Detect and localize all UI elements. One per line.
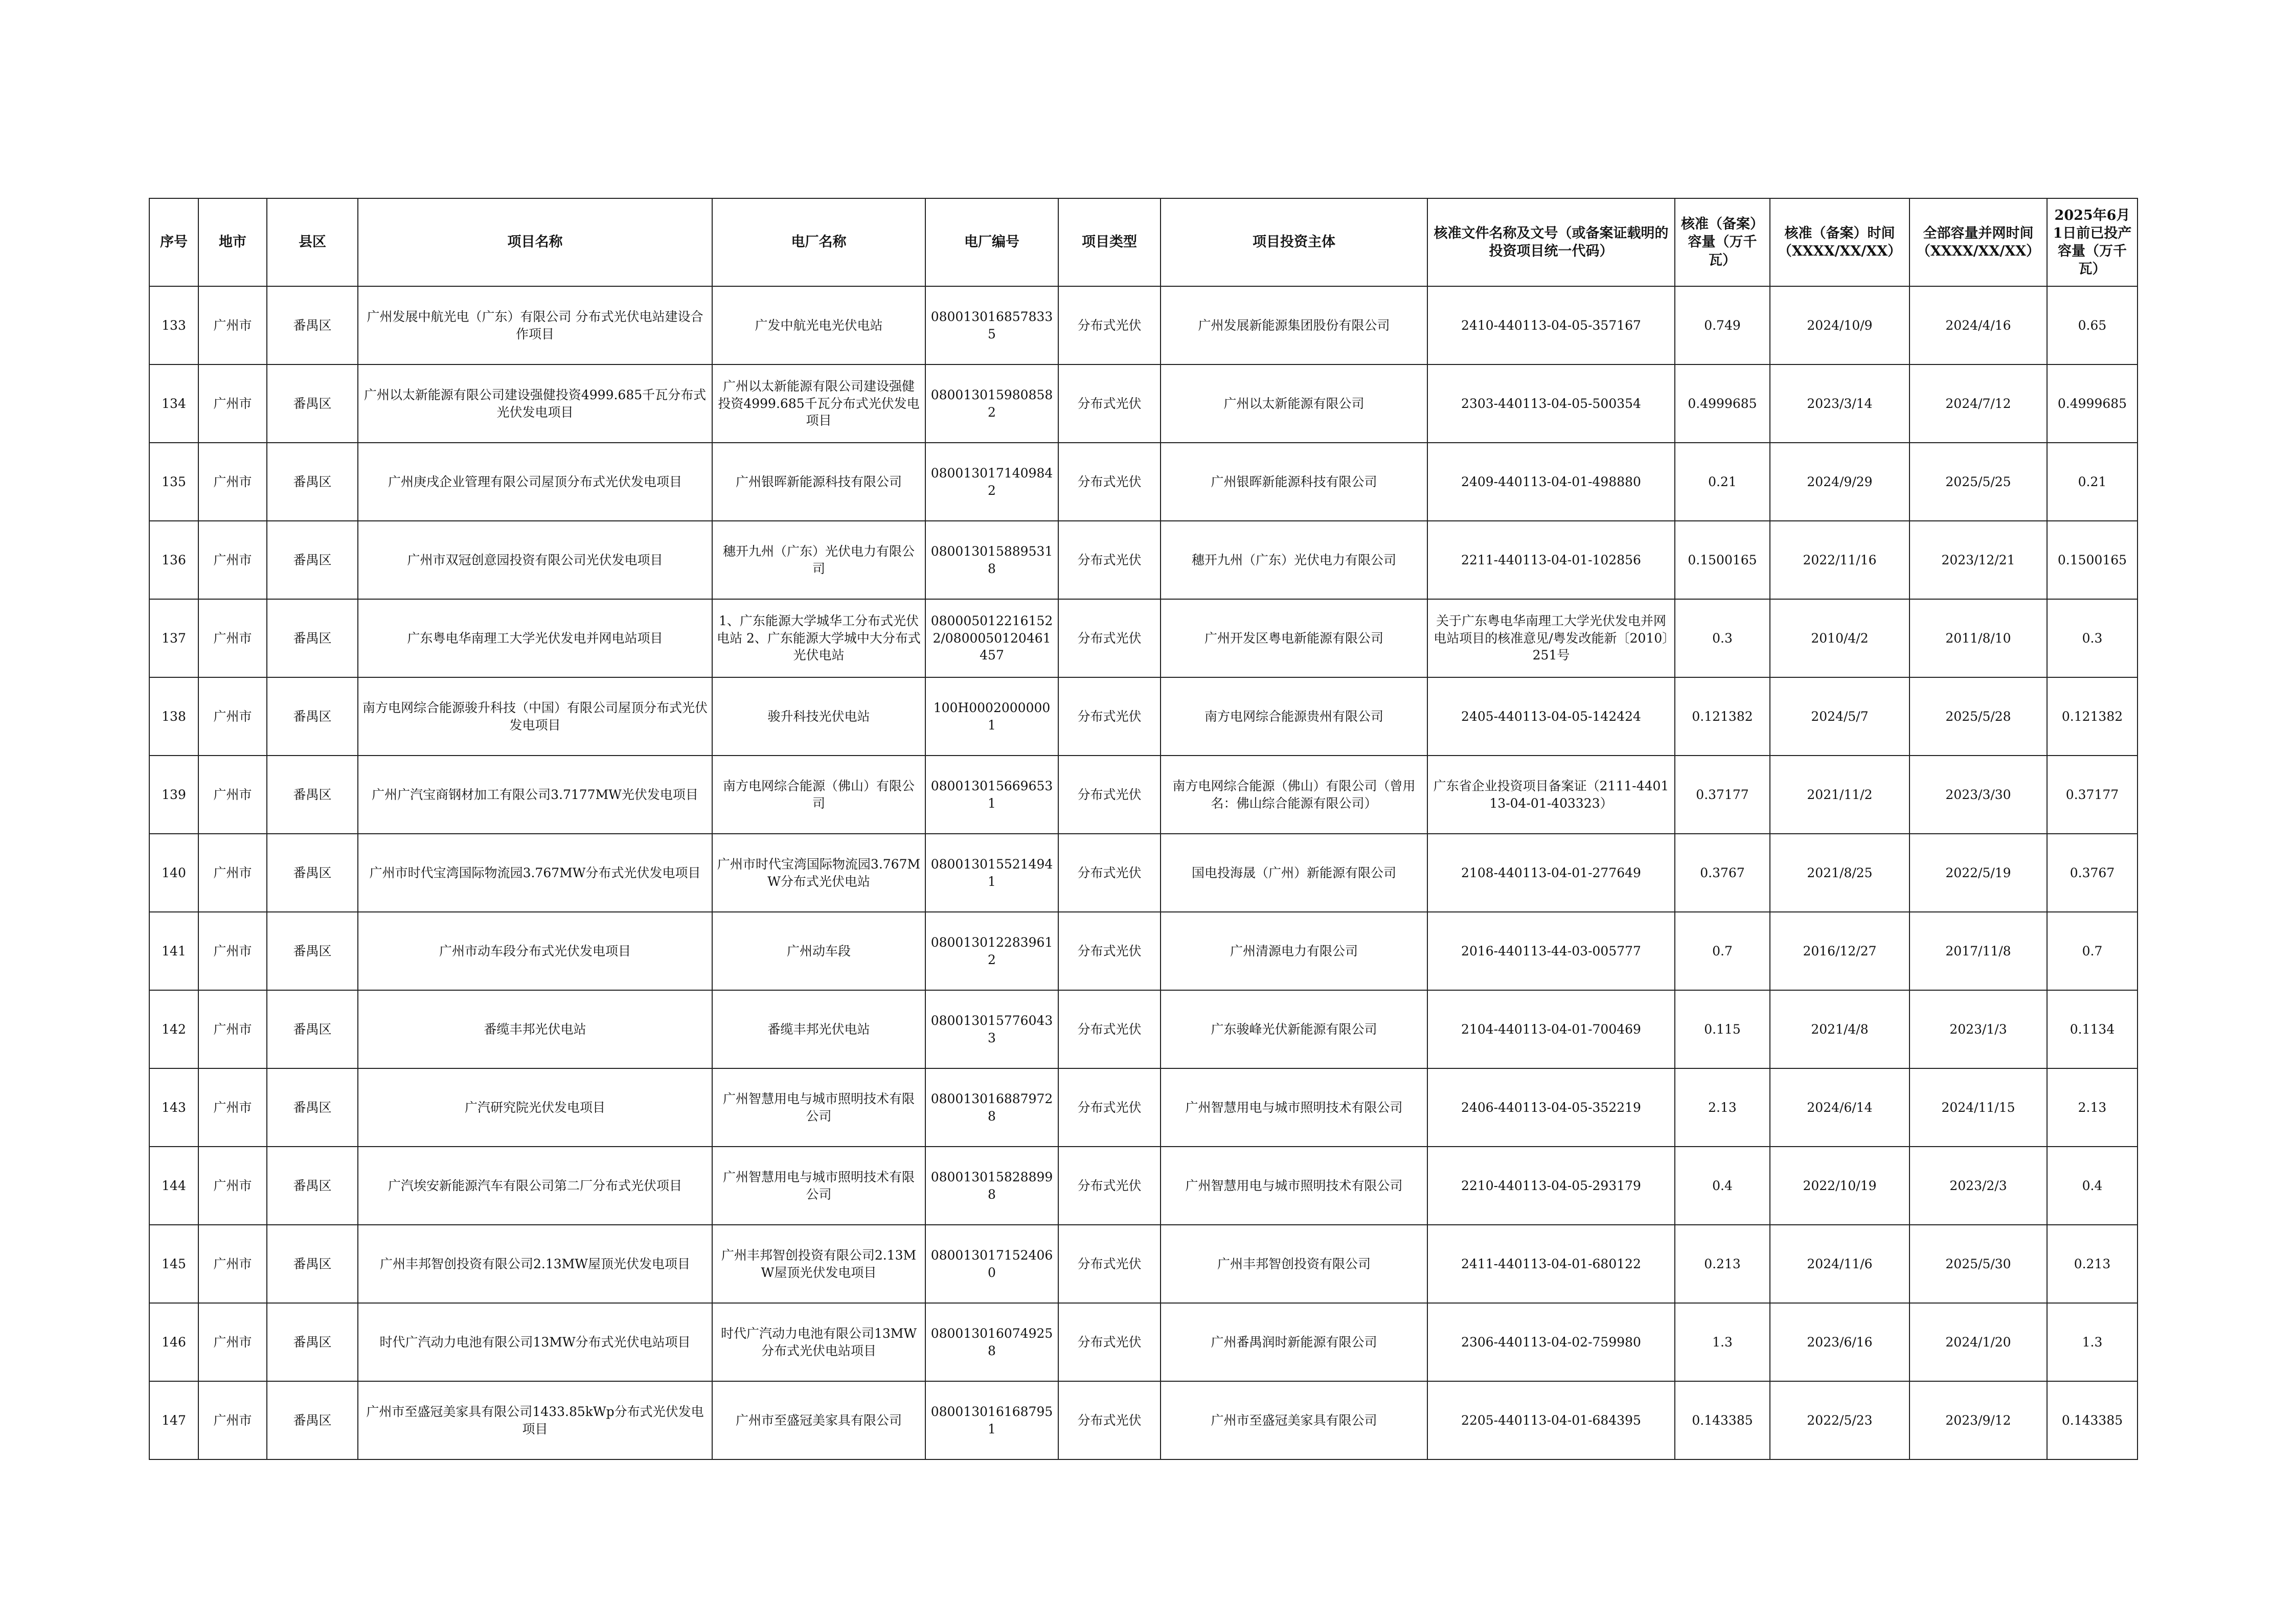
cell-plant-name: 广州银晖新能源科技有限公司: [712, 443, 925, 521]
cell-operating-capacity: 2.13: [2047, 1068, 2138, 1147]
cell-approval-document: 关于广东粤电华南理工大学光伏发电并网电站项目的核准意见/粤发改能新〔2010〕251号: [1427, 599, 1675, 677]
cell-project-type: 分布式光伏: [1058, 677, 1161, 756]
cell-investor: 广州开发区粤电新能源有限公司: [1161, 599, 1427, 677]
table-row: [149, 286, 2138, 364]
cell-approval-date: 2021/11/2: [1770, 756, 1909, 834]
table-row: [149, 677, 2138, 756]
cell-city: 广州市: [198, 912, 267, 990]
cell-investor: 广州番禺润时新能源有限公司: [1161, 1303, 1427, 1381]
cell-approval-document: 广东省企业投资项目备案证（2111-440113-04-01-403323）: [1427, 756, 1675, 834]
cell-approval-date: 2024/9/29: [1770, 443, 1909, 521]
cell-project-name: 广东粤电华南理工大学光伏发电并网电站项目: [358, 599, 712, 677]
cell-project-type: 分布式光伏: [1058, 1068, 1161, 1147]
cell-city: 广州市: [198, 599, 267, 677]
cell-operating-capacity: 0.21: [2047, 443, 2138, 521]
cell-project-type: 分布式光伏: [1058, 443, 1161, 521]
cell-index: 140: [149, 834, 198, 912]
cell-approval-document: 2104-440113-04-01-700469: [1427, 990, 1675, 1068]
cell-project-type: 分布式光伏: [1058, 912, 1161, 990]
cell-plant-name: 广州动车段: [712, 912, 925, 990]
cell-index: 145: [149, 1225, 198, 1303]
cell-district: 番禺区: [267, 756, 358, 834]
cell-plant-name: 穗开九州（广东）光伏电力有限公司: [712, 521, 925, 599]
cell-index: 144: [149, 1147, 198, 1225]
cell-investor: 广州发展新能源集团股份有限公司: [1161, 286, 1427, 364]
header-index: 序号: [149, 198, 198, 286]
cell-project-name: 广州市双冠创意园投资有限公司光伏发电项目: [358, 521, 712, 599]
cell-project-type: 分布式光伏: [1058, 364, 1161, 443]
table-body: [149, 286, 2138, 1459]
cell-project-type: 分布式光伏: [1058, 521, 1161, 599]
cell-plant-id: 0800130168879728: [925, 1068, 1058, 1147]
cell-operating-capacity: 0.3767: [2047, 834, 2138, 912]
cell-grid-connection-date: 2024/7/12: [1909, 364, 2047, 443]
cell-investor: 广州丰邦智创投资有限公司: [1161, 1225, 1427, 1303]
cell-grid-connection-date: 2024/1/20: [1909, 1303, 2047, 1381]
cell-city: 广州市: [198, 521, 267, 599]
cell-city: 广州市: [198, 443, 267, 521]
cell-approved-capacity: 0.749: [1675, 286, 1770, 364]
cell-project-type: 分布式光伏: [1058, 990, 1161, 1068]
table-row: [149, 364, 2138, 443]
cell-plant-name: 广州市时代宝湾国际物流园3.767MW分布式光伏电站: [712, 834, 925, 912]
cell-plant-name: 时代广汽动力电池有限公司13MW分布式光伏电站项目: [712, 1303, 925, 1381]
cell-plant-id: 0800050122161522/0800050120461457: [925, 599, 1058, 677]
cell-plant-id: 0800130168578335: [925, 286, 1058, 364]
cell-approval-date: 2022/5/23: [1770, 1381, 1909, 1459]
cell-grid-connection-date: 2022/5/19: [1909, 834, 2047, 912]
cell-approved-capacity: 0.1500165: [1675, 521, 1770, 599]
cell-index: 146: [149, 1303, 198, 1381]
cell-index: 137: [149, 599, 198, 677]
cell-approval-document: 2406-440113-04-05-352219: [1427, 1068, 1675, 1147]
cell-index: 138: [149, 677, 198, 756]
cell-investor: 南方电网综合能源贵州有限公司: [1161, 677, 1427, 756]
cell-approved-capacity: 0.37177: [1675, 756, 1770, 834]
cell-grid-connection-date: 2023/9/12: [1909, 1381, 2047, 1459]
cell-project-type: 分布式光伏: [1058, 286, 1161, 364]
cell-plant-name: 骏升科技光伏电站: [712, 677, 925, 756]
cell-operating-capacity: 0.213: [2047, 1225, 2138, 1303]
header-project-type: 项目类型: [1058, 198, 1161, 286]
cell-project-name: 番缆丰邦光伏电站: [358, 990, 712, 1068]
cell-approval-date: 2010/4/2: [1770, 599, 1909, 677]
cell-district: 番禺区: [267, 443, 358, 521]
header-plant-id: 电厂编号: [925, 198, 1058, 286]
cell-city: 广州市: [198, 990, 267, 1068]
cell-approval-document: 2205-440113-04-01-684395: [1427, 1381, 1675, 1459]
cell-plant-id: 0800130122839612: [925, 912, 1058, 990]
cell-approval-document: 2303-440113-04-05-500354: [1427, 364, 1675, 443]
cell-district: 番禺区: [267, 1381, 358, 1459]
cell-investor: 穗开九州（广东）光伏电力有限公司: [1161, 521, 1427, 599]
cell-operating-capacity: 0.1500165: [2047, 521, 2138, 599]
cell-approval-document: 2108-440113-04-01-277649: [1427, 834, 1675, 912]
cell-index: 139: [149, 756, 198, 834]
cell-project-type: 分布式光伏: [1058, 1225, 1161, 1303]
table-row: [149, 1147, 2138, 1225]
cell-index: 136: [149, 521, 198, 599]
cell-grid-connection-date: 2023/1/3: [1909, 990, 2047, 1068]
cell-index: 134: [149, 364, 198, 443]
cell-district: 番禺区: [267, 990, 358, 1068]
cell-project-type: 分布式光伏: [1058, 1381, 1161, 1459]
cell-district: 番禺区: [267, 1303, 358, 1381]
cell-project-name: 广州市至盛冠美家具有限公司1433.85kWp分布式光伏发电项目: [358, 1381, 712, 1459]
cell-investor: 广州清源电力有限公司: [1161, 912, 1427, 990]
table-row: [149, 1381, 2138, 1459]
cell-plant-id: 0800130158895318: [925, 521, 1058, 599]
cell-investor: 广州智慧用电与城市照明技术有限公司: [1161, 1068, 1427, 1147]
cell-investor: 广州智慧用电与城市照明技术有限公司: [1161, 1147, 1427, 1225]
cell-project-name: 广州市动车段分布式光伏发电项目: [358, 912, 712, 990]
cell-index: 133: [149, 286, 198, 364]
cell-grid-connection-date: 2025/5/25: [1909, 443, 2047, 521]
cell-project-name: 广州以太新能源有限公司建设强健投资4999.685千瓦分布式光伏发电项目: [358, 364, 712, 443]
cell-operating-capacity: 1.3: [2047, 1303, 2138, 1381]
cell-project-name: 广州发展中航光电（广东）有限公司 分布式光伏电站建设合作项目: [358, 286, 712, 364]
cell-approval-document: 2405-440113-04-05-142424: [1427, 677, 1675, 756]
cell-index: 135: [149, 443, 198, 521]
cell-plant-id: 0800130171409842: [925, 443, 1058, 521]
cell-approval-document: 2210-440113-04-05-293179: [1427, 1147, 1675, 1225]
cell-approval-date: 2024/10/9: [1770, 286, 1909, 364]
cell-plant-name: 广发中航光电光伏电站: [712, 286, 925, 364]
cell-plant-name: 广州丰邦智创投资有限公司2.13MW屋顶光伏发电项目: [712, 1225, 925, 1303]
cell-district: 番禺区: [267, 1068, 358, 1147]
cell-city: 广州市: [198, 1068, 267, 1147]
table-row: [149, 599, 2138, 677]
cell-grid-connection-date: 2023/3/30: [1909, 756, 2047, 834]
cell-investor: 南方电网综合能源（佛山）有限公司（曾用名：佛山综合能源有限公司）: [1161, 756, 1427, 834]
cell-district: 番禺区: [267, 364, 358, 443]
header-grid-connection-date: 全部容量并网时间（XXXX/XX/XX）: [1909, 198, 2047, 286]
cell-plant-name: 南方电网综合能源（佛山）有限公司: [712, 756, 925, 834]
cell-operating-capacity: 0.65: [2047, 286, 2138, 364]
cell-plant-name: 1、广东能源大学城华工分布式光伏电站 2、广东能源大学城中大分布式光伏电站: [712, 599, 925, 677]
cell-plant-name: 番缆丰邦光伏电站: [712, 990, 925, 1068]
cell-approval-document: 2211-440113-04-01-102856: [1427, 521, 1675, 599]
cell-project-name: 广州市时代宝湾国际物流园3.767MW分布式光伏发电项目: [358, 834, 712, 912]
cell-approved-capacity: 0.121382: [1675, 677, 1770, 756]
cell-approval-date: 2024/6/14: [1770, 1068, 1909, 1147]
header-approval-document: 核准文件名称及文号（或备案证载明的投资项目统一代码）: [1427, 198, 1675, 286]
cell-grid-connection-date: 2011/8/10: [1909, 599, 2047, 677]
cell-plant-id: 0800130156696531: [925, 756, 1058, 834]
cell-approval-date: 2021/4/8: [1770, 990, 1909, 1068]
cell-city: 广州市: [198, 677, 267, 756]
cell-district: 番禺区: [267, 1147, 358, 1225]
table-row: [149, 756, 2138, 834]
cell-project-name: 广州庚戌企业管理有限公司屋顶分布式光伏发电项目: [358, 443, 712, 521]
header-plant-name: 电厂名称: [712, 198, 925, 286]
cell-approval-document: 2411-440113-04-01-680122: [1427, 1225, 1675, 1303]
cell-plant-id: 0800130171524060: [925, 1225, 1058, 1303]
table-row: [149, 443, 2138, 521]
header-district: 县区: [267, 198, 358, 286]
cell-plant-name: 广州以太新能源有限公司建设强健投资4999.685千瓦分布式光伏发电项目: [712, 364, 925, 443]
cell-approved-capacity: 0.21: [1675, 443, 1770, 521]
cell-approval-document: 2410-440113-04-05-357167: [1427, 286, 1675, 364]
cell-project-name: 广州广汽宝商钢材加工有限公司3.7177MW光伏发电项目: [358, 756, 712, 834]
cell-operating-capacity: 0.4999685: [2047, 364, 2138, 443]
table-header-row: [149, 198, 2138, 286]
header-project-name: 项目名称: [358, 198, 712, 286]
cell-investor: 广州以太新能源有限公司: [1161, 364, 1427, 443]
cell-plant-id: 0800130159808582: [925, 364, 1058, 443]
cell-operating-capacity: 0.121382: [2047, 677, 2138, 756]
cell-approved-capacity: 0.115: [1675, 990, 1770, 1068]
cell-approval-date: 2023/3/14: [1770, 364, 1909, 443]
cell-index: 147: [149, 1381, 198, 1459]
cell-approved-capacity: 0.3767: [1675, 834, 1770, 912]
cell-district: 番禺区: [267, 677, 358, 756]
cell-operating-capacity: 0.4: [2047, 1147, 2138, 1225]
table-row: [149, 990, 2138, 1068]
cell-approved-capacity: 0.7: [1675, 912, 1770, 990]
table-row: [149, 1225, 2138, 1303]
cell-operating-capacity: 0.7: [2047, 912, 2138, 990]
cell-approved-capacity: 0.3: [1675, 599, 1770, 677]
cell-grid-connection-date: 2017/11/8: [1909, 912, 2047, 990]
cell-district: 番禺区: [267, 599, 358, 677]
cell-grid-connection-date: 2025/5/30: [1909, 1225, 2047, 1303]
cell-approval-date: 2021/8/25: [1770, 834, 1909, 912]
cell-plant-id: 100H00020000001: [925, 677, 1058, 756]
cell-city: 广州市: [198, 1147, 267, 1225]
cell-approval-document: 2016-440113-44-03-005777: [1427, 912, 1675, 990]
cell-city: 广州市: [198, 1381, 267, 1459]
cell-approval-date: 2022/11/16: [1770, 521, 1909, 599]
cell-plant-name: 广州智慧用电与城市照明技术有限公司: [712, 1147, 925, 1225]
cell-project-name: 广州丰邦智创投资有限公司2.13MW屋顶光伏发电项目: [358, 1225, 712, 1303]
cell-approval-date: 2024/5/7: [1770, 677, 1909, 756]
cell-index: 143: [149, 1068, 198, 1147]
cell-grid-connection-date: 2024/11/15: [1909, 1068, 2047, 1147]
cell-plant-id: 0800130155214941: [925, 834, 1058, 912]
table-row: [149, 1303, 2138, 1381]
cell-district: 番禺区: [267, 521, 358, 599]
cell-plant-id: 0800130158288998: [925, 1147, 1058, 1225]
cell-plant-name: 广州智慧用电与城市照明技术有限公司: [712, 1068, 925, 1147]
cell-approval-date: 2024/11/6: [1770, 1225, 1909, 1303]
cell-approval-date: 2016/12/27: [1770, 912, 1909, 990]
cell-project-name: 南方电网综合能源骏升科技（中国）有限公司屋顶分布式光伏发电项目: [358, 677, 712, 756]
table-row: [149, 912, 2138, 990]
cell-approval-document: 2306-440113-04-02-759980: [1427, 1303, 1675, 1381]
cell-operating-capacity: 0.37177: [2047, 756, 2138, 834]
cell-project-name: 时代广汽动力电池有限公司13MW分布式光伏电站项目: [358, 1303, 712, 1381]
table-row: [149, 521, 2138, 599]
header-approval-date: 核准（备案）时间（XXXX/XX/XX）: [1770, 198, 1909, 286]
cell-grid-connection-date: 2024/4/16: [1909, 286, 2047, 364]
header-investor: 项目投资主体: [1161, 198, 1427, 286]
cell-investor: 广东骏峰光伏新能源有限公司: [1161, 990, 1427, 1068]
cell-investor: 广州银晖新能源科技有限公司: [1161, 443, 1427, 521]
cell-investor: 广州市至盛冠美家具有限公司: [1161, 1381, 1427, 1459]
cell-approved-capacity: 2.13: [1675, 1068, 1770, 1147]
cell-approved-capacity: 0.213: [1675, 1225, 1770, 1303]
cell-operating-capacity: 0.3: [2047, 599, 2138, 677]
cell-approved-capacity: 0.143385: [1675, 1381, 1770, 1459]
header-city: 地市: [198, 198, 267, 286]
cell-approved-capacity: 0.4: [1675, 1147, 1770, 1225]
cell-approval-document: 2409-440113-04-01-498880: [1427, 443, 1675, 521]
cell-city: 广州市: [198, 1225, 267, 1303]
header-operating-capacity: 2025年6月1日前已投产容量（万千瓦）: [2047, 198, 2138, 286]
cell-operating-capacity: 0.1134: [2047, 990, 2138, 1068]
cell-city: 广州市: [198, 834, 267, 912]
cell-project-name: 广汽埃安新能源汽车有限公司第二厂分布式光伏项目: [358, 1147, 712, 1225]
cell-plant-id: 0800130160749258: [925, 1303, 1058, 1381]
cell-operating-capacity: 0.143385: [2047, 1381, 2138, 1459]
cell-index: 142: [149, 990, 198, 1068]
cell-plant-name: 广州市至盛冠美家具有限公司: [712, 1381, 925, 1459]
table-row: [149, 1068, 2138, 1147]
cell-plant-id: 0800130157760433: [925, 990, 1058, 1068]
cell-index: 141: [149, 912, 198, 990]
cell-project-type: 分布式光伏: [1058, 1303, 1161, 1381]
cell-project-type: 分布式光伏: [1058, 1147, 1161, 1225]
cell-approval-date: 2023/6/16: [1770, 1303, 1909, 1381]
cell-plant-id: 0800130161687951: [925, 1381, 1058, 1459]
header-approved-capacity: 核准（备案）容量（万千瓦）: [1675, 198, 1770, 286]
cell-project-type: 分布式光伏: [1058, 599, 1161, 677]
table-row: [149, 834, 2138, 912]
cell-investor: 国电投海晟（广州）新能源有限公司: [1161, 834, 1427, 912]
cell-project-type: 分布式光伏: [1058, 834, 1161, 912]
cell-city: 广州市: [198, 756, 267, 834]
cell-district: 番禺区: [267, 834, 358, 912]
cell-approved-capacity: 1.3: [1675, 1303, 1770, 1381]
cell-city: 广州市: [198, 364, 267, 443]
cell-city: 广州市: [198, 1303, 267, 1381]
cell-approval-date: 2022/10/19: [1770, 1147, 1909, 1225]
cell-district: 番禺区: [267, 1225, 358, 1303]
cell-grid-connection-date: 2023/12/21: [1909, 521, 2047, 599]
cell-project-name: 广汽研究院光伏发电项目: [358, 1068, 712, 1147]
cell-approved-capacity: 0.4999685: [1675, 364, 1770, 443]
cell-grid-connection-date: 2025/5/28: [1909, 677, 2047, 756]
cell-grid-connection-date: 2023/2/3: [1909, 1147, 2047, 1225]
cell-district: 番禺区: [267, 912, 358, 990]
project-table: [149, 198, 2138, 1460]
cell-project-type: 分布式光伏: [1058, 756, 1161, 834]
cell-city: 广州市: [198, 286, 267, 364]
cell-district: 番禺区: [267, 286, 358, 364]
